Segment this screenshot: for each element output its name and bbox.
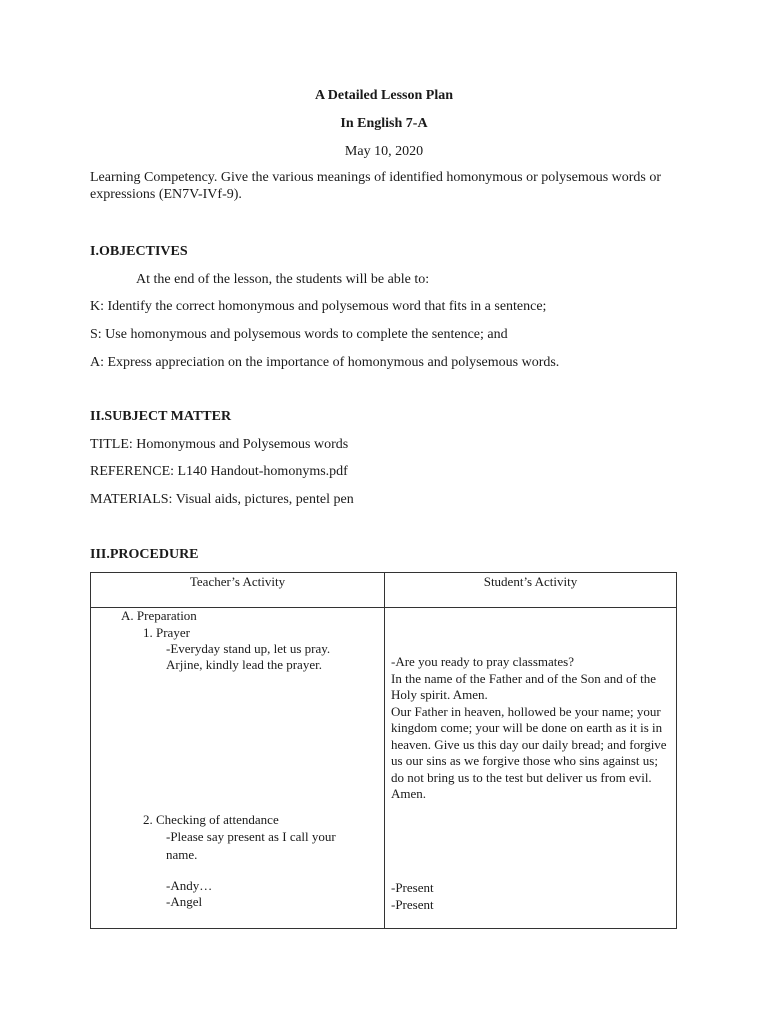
student-response-1: -Present [391,880,434,895]
objectives-heading: I.OBJECTIVES [90,244,188,259]
objective-skill: S: Use homonymous and polysemous words to complete the sentence; and [90,327,508,342]
document-title: A Detailed Lesson Plan [314,88,454,103]
subject-matter-heading: II.SUBJECT MATTER [90,409,232,424]
student-response-2: -Present [391,897,434,912]
procedure-heading: III.PROCEDURE [90,547,199,562]
subject-reference: REFERENCE: L140 Handout-homonyms.pdf [90,464,348,479]
subject-title: TITLE: Homonymous and Polysemous words [90,437,349,452]
document-date: May 10, 2020 [344,144,424,159]
student-prayer-text: -Are you ready to pray classmates? In the name of the Father and of the Son and of the Holy spirit. Amen. Our Father in heaven, hollowed be your name; your kingdom come; your will be done on earth as it is in heaven. Give us this day our daily bread; and forgive us our sins as we forgive those who sins against us; do not bring us to the test but deliver us from evil. Amen. [391,654,667,801]
subject-materials: MATERIALS: Visual aids, pictures, pentel pen [90,492,354,507]
prayer-leader: Arjine, kindly lead the prayer. [166,657,322,672]
objective-attitude: A: Express appreciation on the importance of homonymous and polysemous words. [90,355,560,370]
prayer-instruction: -Everyday stand up, let us pray. [166,641,331,656]
item-attendance: 2. Checking of attendance [143,812,279,827]
header-student-activity: Student’s Activity [385,573,677,608]
item-prayer: 1. Prayer [143,625,190,640]
header-teacher-activity: Teacher’s Activity [91,573,385,608]
attendance-instruction: -Please say present as I call your [166,829,336,844]
document-subject: In English 7-A [340,116,428,131]
attendance-instruction-cont: name. [166,847,198,862]
attendance-name-2: -Angel [166,894,203,909]
section-preparation: A. Preparation [121,608,197,623]
attendance-name-1: -Andy… [166,878,213,893]
objective-knowledge: K: Identify the correct homonymous and polysemous word that fits in a sentence; [90,299,547,314]
objectives-intro: At the end of the lesson, the students will be able to: [136,272,430,287]
learning-competency: Learning Competency. Give the various meanings of identified homonymous or polysemous words or expressions (EN7V-IVf-9). [90,170,662,202]
table-header-row [91,573,677,608]
